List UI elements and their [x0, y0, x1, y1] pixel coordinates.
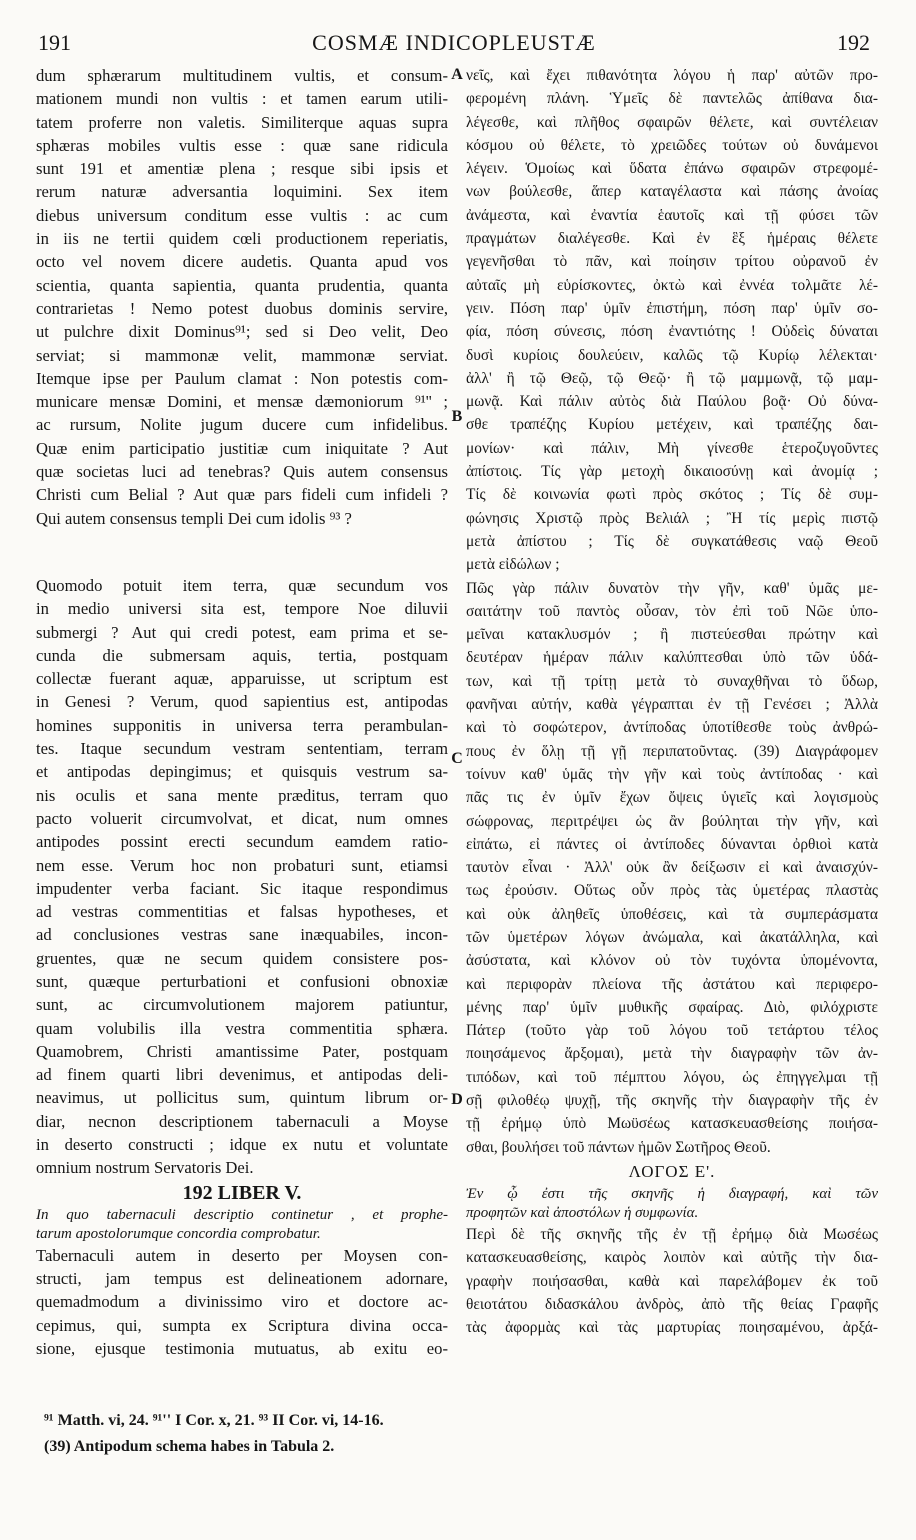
text-line: sphæras mobiles vultis esse : quæ sane ridicula [36, 135, 448, 155]
text-line: σώφρονας, περιτρέψει ὡς ἂν βούληται τὴν γῆν, καὶ [466, 812, 878, 830]
text-line: in Genesi ? Verum, quod sapientius est, antipodas [36, 692, 448, 712]
text-line: φερομένη πλάνη. Ὑμεῖς δὲ παντελῶς ἀπίθανα δια- [466, 90, 878, 108]
text-line: Tabernaculi autem in deserto per Moysen con- [36, 1245, 448, 1265]
text-line: μωνᾷ. Καὶ πάλιν αὐτὸς διὰ Παύλου βοᾷ· Οὐ δύνα- [466, 393, 878, 411]
text-line: ἀλλ' ἢ τῷ Θεῷ, τῷ Θεῷ· ἢ τῷ μαμμωνᾷ, τῷ μαμ- [466, 369, 878, 387]
text-line: Ἐν ᾧ ἐστι τῆς σκηνῆς ἡ διαγραφή, καὶ τῶν [466, 1185, 878, 1202]
text-line: ac rursum, Nolite jugum ducere cum infidelibus. [36, 415, 448, 435]
text-line: Quæ enim participatio justitiæ cum iniquitate ? Aut [36, 438, 448, 458]
text-line: τὰς ἀφορμὰς καὶ τὰς μαρτυρίας ποιησαμένου, ἀρξά- [466, 1319, 878, 1337]
latin-column [36, 64, 448, 1360]
text-line: nem esse. Verum hoc non probaturi sunt, etiamsi [36, 855, 448, 875]
text-line: καὶ τὸ σοφώτερον, ἀντίποδας ὑποτίθεσθε τοὺς ἀνθρώ- [466, 719, 878, 737]
text-line: τοίνυν καθ' ὑμᾶς τὴν γῆν καὶ τοὺς ἀντίποδας · καὶ [466, 765, 878, 783]
text-line: μετὰ ἀπίστου ; Τίς δὲ συγκατάθεσις ναῷ Θεοῦ [466, 532, 878, 550]
margin-letter-d: D [451, 1091, 463, 1108]
text-line: μετὰ εἰδώλων ; [466, 556, 560, 574]
text-line: πους ἐν ὅλῃ τῇ γῇ περιπατοῦντας. (39) Διαγράφομεν [466, 742, 878, 760]
text-line: φανῆναι αὐτήν, καθὰ γέγραπται ἐν τῇ Γενέσει ; Ἀλλὰ [466, 696, 878, 714]
text-line: νεῖς, καὶ ἔχει πιθανότητα λόγου ἡ παρ' αὐτῶν προ- [466, 67, 878, 84]
text-line: in deserto constructi ; idque ex nutu et voluntate [36, 1135, 448, 1155]
text-line: neavimus, ut pollicitus sum, quintum librum or- [36, 1088, 448, 1108]
text-line: in medio universi sita est, tempore Noe diluvii [36, 599, 448, 619]
page-number-left: 191 [38, 30, 71, 55]
text-line: omnium nostrum Servatoris Dei. [36, 1158, 254, 1178]
text-line: ποιησάμενος ἄρξομαι), μετὰ τὴν διαγραφὴν τῶν ἀν- [466, 1045, 878, 1063]
text-line: κατασκευασθείσης, καιρὸς λοιπὸν καὶ αὐτῆς τὴν δια- [466, 1249, 878, 1267]
text-line: φία, πόση σύνεσις, πόση ἐναντιότης ! Οὐδεὶς δύναται [466, 323, 878, 341]
text-line: sunt 191 et amentiæ plena ; resque sibi ipsis et [36, 159, 448, 179]
text-line: ut pulchre dixit Dominus⁹¹; sed si Deo velit, Deo [36, 322, 448, 342]
text-line: submergi ? Aut qui credi potest, eam prima et se- [36, 622, 448, 642]
text-line: impudenter verba faciant. Sic itaque respondimus [36, 878, 448, 898]
text-line: sunt, quæque perturbationi et confusioni obnoxiæ [36, 971, 448, 991]
text-line: Itemque ipse per Paulum clamat : Non potestis com- [36, 368, 448, 388]
footnotes [44, 1408, 744, 1460]
text-line: in iis ne tertii quidem cœli productionem reperiatis, [36, 229, 448, 249]
text-line: θειοτάτου διδασκάλου ἀνδρὸς, ἀπὸ τῆς θείας Γραφῆς [466, 1295, 878, 1313]
text-line: structi, jam tempus est delineationem adornare, [36, 1268, 448, 1288]
text-line: sunt, ac circumvolutionem majorem patiuntur, [36, 995, 448, 1015]
text-line: γειν. Πόση παρ' ὑμῖν ἐπιστήμη, πόση παρ' ὑμῖν σο- [466, 299, 878, 317]
greek-paragraph-2 [466, 577, 878, 1159]
text-line: Πάτερ (τοῦτο γὰρ τοῦ λόγου τοῦ τετάρτου τέλος [466, 1022, 878, 1040]
margin-letter-a: A [451, 66, 463, 83]
footnote-39: (39) Antipodum schema habes in Tabula 2. [44, 1438, 335, 1455]
text-line: σαιτάτην τοῦ παντὸς οὖσαν, τὸν ἐπὶ τοῦ Νῶε ὑπο- [466, 602, 878, 620]
text-line: quam volubilis illa vestra commentitia sphæra. [36, 1018, 448, 1038]
text-line: tarum apostolorumque concordia comprobatur. [36, 1225, 321, 1242]
text-line: dum sphærarum multitudinem vultis, et consum- [36, 66, 448, 85]
text-line: mationem mundi non vultis : et tamen earum utili- [36, 89, 448, 109]
text-line: homines supponitis in universa terra perambulan- [36, 715, 448, 735]
text-line: sione, ejusque testimonia mutuatus, ab exitu eo- [36, 1338, 448, 1358]
text-line: δευτέραν ἡμέραν πάλιν καλύπτεσθαι ὑπὸ τῶν ὑδά- [466, 649, 878, 667]
text-line: municare mensæ Domini, et mensæ dæmoniorum ⁹¹'' ; [36, 392, 448, 412]
text-line: εἰπάτω, εἰ πάντες οἱ ἀντίποδες δύνανται ὀρθιοὶ κατὰ [466, 835, 878, 853]
text-line: cepimus, qui, sumpta ex Scriptura divina occa- [36, 1315, 448, 1335]
text-line: των, καὶ τῇ τρίτῃ μετὰ τὸ συναχθῆναι τὸ ὕδωρ, [466, 672, 878, 690]
text-line: σθε τραπέζης Κυρίου μετέχειν, καὶ τραπέζης δαι- [466, 416, 878, 434]
text-line: τῶν ὑμετέρων λόγων ἀνώμαλα, καὶ ἀκατάλληλα, καὶ [466, 928, 878, 946]
running-title: COSMÆ INDICOPLEUSTÆ [312, 30, 596, 55]
text-line: ad finem quarti libri devenimus, et antipodas deli- [36, 1065, 448, 1085]
text-line: σθαι, βουλήσει τοῦ πάντων ἡμῶν Σωτῆρος Θεοῦ. [466, 1138, 771, 1156]
text-line: Quamobrem, Christi amantissime Pater, postquam [36, 1041, 448, 1061]
text-line: πραγμάτων διαλέγεσθε. Καὶ ἐν ἓξ ἡμέραις θέλετε [466, 230, 878, 248]
latin-paragraph-1 [36, 64, 448, 530]
text-line: gruentes, quæ ne secum quidem consistere pos- [36, 948, 448, 968]
text-line: γραφὴν ποιήσασθαι, καθὰ καὶ παρελάβομεν ἐκ τοῦ [466, 1272, 878, 1290]
text-line: scientia, quanta sapientia, quanta prudentia, quanta [36, 275, 448, 295]
text-line: ἀνάμεστα, καὶ ἐναντία ἑαυτοῖς καὶ τῇ φύσει τῶν [466, 206, 878, 224]
text-line: μεῖναι κατακλυσμόν ; ἢ πιστεύεσθαι πρώτην καὶ [466, 626, 878, 644]
text-line: τιπόδων, καὶ τοῦ πέμπτου λόγου, ὡς ἐπηγγελμαι τῇ [466, 1068, 878, 1086]
margin-letter-c: C [451, 750, 463, 767]
text-line: πᾶς τις ἐν ὑμῖν ἔχων ὄψεις ὑγιεῖς καὶ λογισμοὺς [466, 789, 878, 807]
text-line: diebus universum conditum esse vultis : ac cum [36, 205, 448, 225]
greek-paragraph-3 [466, 1223, 878, 1339]
text-line: λέγεσθε, καὶ πλῆθος σφαιρῶν θέλετε, καὶ συντέλειαν [466, 113, 878, 131]
text-line: νων βούλεσθε, ἅπερ καταγέλαστα καὶ πάσης ἀνοίας [466, 183, 878, 201]
text-line: rerum naturæ adversantia loquimini. Sex item [36, 182, 448, 202]
greek-paragraph-1 [466, 64, 878, 577]
latin-book-subtitle [36, 1206, 448, 1244]
text-line: αὐταῖς μὴ εὑρίσκοντες, ὀκτὼ καὶ ἐννέα τολμᾶτε λέ- [466, 276, 878, 294]
text-line: quemadmodum a divinissimo viro et doctore ac- [36, 1292, 448, 1312]
text-line: κόσμου οὐ θέλετε, τὸ χρειῶδες τούτων οὐ δυνάμενοι [466, 136, 878, 154]
text-line: ad conclusiones vestras sane inæquabiles, incon- [36, 925, 448, 945]
text-line: octo vel novem dicere audetis. Quanta apud vos [36, 252, 448, 272]
text-line: τῇ ἐρήμῳ ὑπὸ Μωϋσέως κατασκευασθείσης ποιήσα- [466, 1115, 878, 1133]
text-line: In quo tabernaculi descriptio continetur , et prophe- [36, 1206, 448, 1223]
text-line: tatem proferre non valetis. Similiterque aquas supra [36, 112, 448, 132]
text-line: contrarietas ! Nemo potest duobus dominis servire, [36, 298, 448, 318]
text-line: δυσὶ κυρίοις δουλεύειν, καλῶς τῷ Κυρίῳ λέλεκται· [466, 346, 878, 364]
text-line: Qui autem consensus templi Dei cum idolis ⁹³ ? [36, 508, 352, 528]
text-line: Quomodo potuit item terra, quæ secundum vos [36, 575, 448, 595]
text-line: antipodes possint erecti secundum eamdem ratio- [36, 832, 448, 852]
greek-book-subtitle [466, 1185, 878, 1223]
latin-paragraph-2 [36, 574, 448, 1180]
text-line: Christi cum Belial ? Aut quæ pars fideli cum infideli ? [36, 485, 448, 505]
footnote-references: ⁹¹ Matth. vi, 24. ⁹¹'' I Cor. x, 21. ⁹³ II Cor. vi, 14-16. [44, 1412, 384, 1429]
latin-paragraph-3 [36, 1244, 448, 1360]
text-line: σῇ φιλοθέῳ ψυχῇ, τῆς σκηνῆς τὴν διαγραφὴν τῆς ἐν [466, 1092, 878, 1110]
text-line: nis oculis et sana mente præditus, terram quo [36, 785, 448, 805]
text-line: Περὶ δὲ τῆς σκηνῆς τῆς ἐν τῇ ἐρήμῳ διὰ Μωσέως [466, 1225, 878, 1243]
text-line: collectæ fuerant aquæ, apparuisse, ut scriptum est [36, 669, 448, 689]
text-line: λέγειν. Ὁμοίως καὶ ὕδατα ἐπάνω σφαιρῶν στρεφομέ- [466, 160, 878, 178]
text-line: τως ἐρούσιν. Οὕτως οὖν πρὸς τὰς ὑμετέρας πλαστὰς [466, 882, 878, 900]
text-line: γεγενῆσθαι τὸ πᾶν, καὶ ποίησιν τρίτου οὐρανοῦ ἐν [466, 253, 878, 271]
margin-letter-b: B [451, 408, 463, 425]
text-line: προφητῶν καὶ ἀποστόλων ἡ συμφωνία. [466, 1204, 699, 1221]
text-line: ἀπίστοις. Τίς γὰρ μετοχὴ δικαιοσύνῃ καὶ ἀνομίᾳ ; [466, 463, 878, 481]
latin-book-heading: 192 LIBER V. [182, 1181, 302, 1204]
text-line: ἀσύστατα, καὶ κλόνον οὐ τὸν τυχόντα ὑπομένοντα, [466, 952, 878, 970]
text-line: diar, necnon descriptionem tabernaculi a Moyse [36, 1111, 448, 1131]
greek-book-heading: ΛΟΓΟΣ Ε'. [628, 1161, 716, 1181]
text-line: ταυτὸν εἶναι · Ἀλλ' οὐκ ἂν δείξωσιν εἰ καὶ ἀναισχύν- [466, 859, 878, 877]
page-header [38, 30, 870, 60]
text-line: ad vestras commentitias et falsas hypotheses, et [36, 902, 448, 922]
text-line: μονίων· καὶ πάλιν, Μὴ γίνεσθε ἑτεροζυγοῦντες [466, 439, 878, 457]
text-line: Τίς δὲ κοινωνία φωτὶ πρὸς σκότος ; Τίς δὲ συμ- [466, 486, 878, 504]
text-line: φώνησις Χριστῷ πρὸς Βελιάλ ; Ἢ τίς μερὶς πιστῷ [466, 509, 878, 527]
text-line: quæ societas luci ad tenebras? Quis autem consensus [36, 462, 448, 482]
text-line: μένης παρ' ὑμῖν μυθικῆς σφαίρας. Διὸ, φιλόχριστε [466, 998, 878, 1016]
text-line: Πῶς γὰρ πάλιν δυνατὸν τὴν γῆν, καθ' ὑμᾶς με- [466, 579, 878, 597]
greek-column [466, 64, 878, 1339]
text-line: pacto voluerit circumvolvat, et dicat, num omnes [36, 808, 448, 828]
page-number-right: 192 [837, 30, 870, 55]
text-line: καὶ περιφορὰν πλείονα τῆς ἀστάτου καὶ περιφερο- [466, 975, 878, 993]
text-line: serviat; si mammonæ velit, mammonæ serviat. [36, 345, 448, 365]
text-line: et antipodas depingimus; et quisquis vestrum sa- [36, 762, 448, 782]
text-line: tes. Itaque secundum vestram sententiam, terram [36, 739, 448, 759]
text-line: cunda die submersam aquis, tertia, postquam [36, 645, 448, 665]
text-line: καὶ οὐκ ἀληθεῖς ὑποθέσεις, καὶ τὰ συμπεράσματα [466, 905, 878, 923]
